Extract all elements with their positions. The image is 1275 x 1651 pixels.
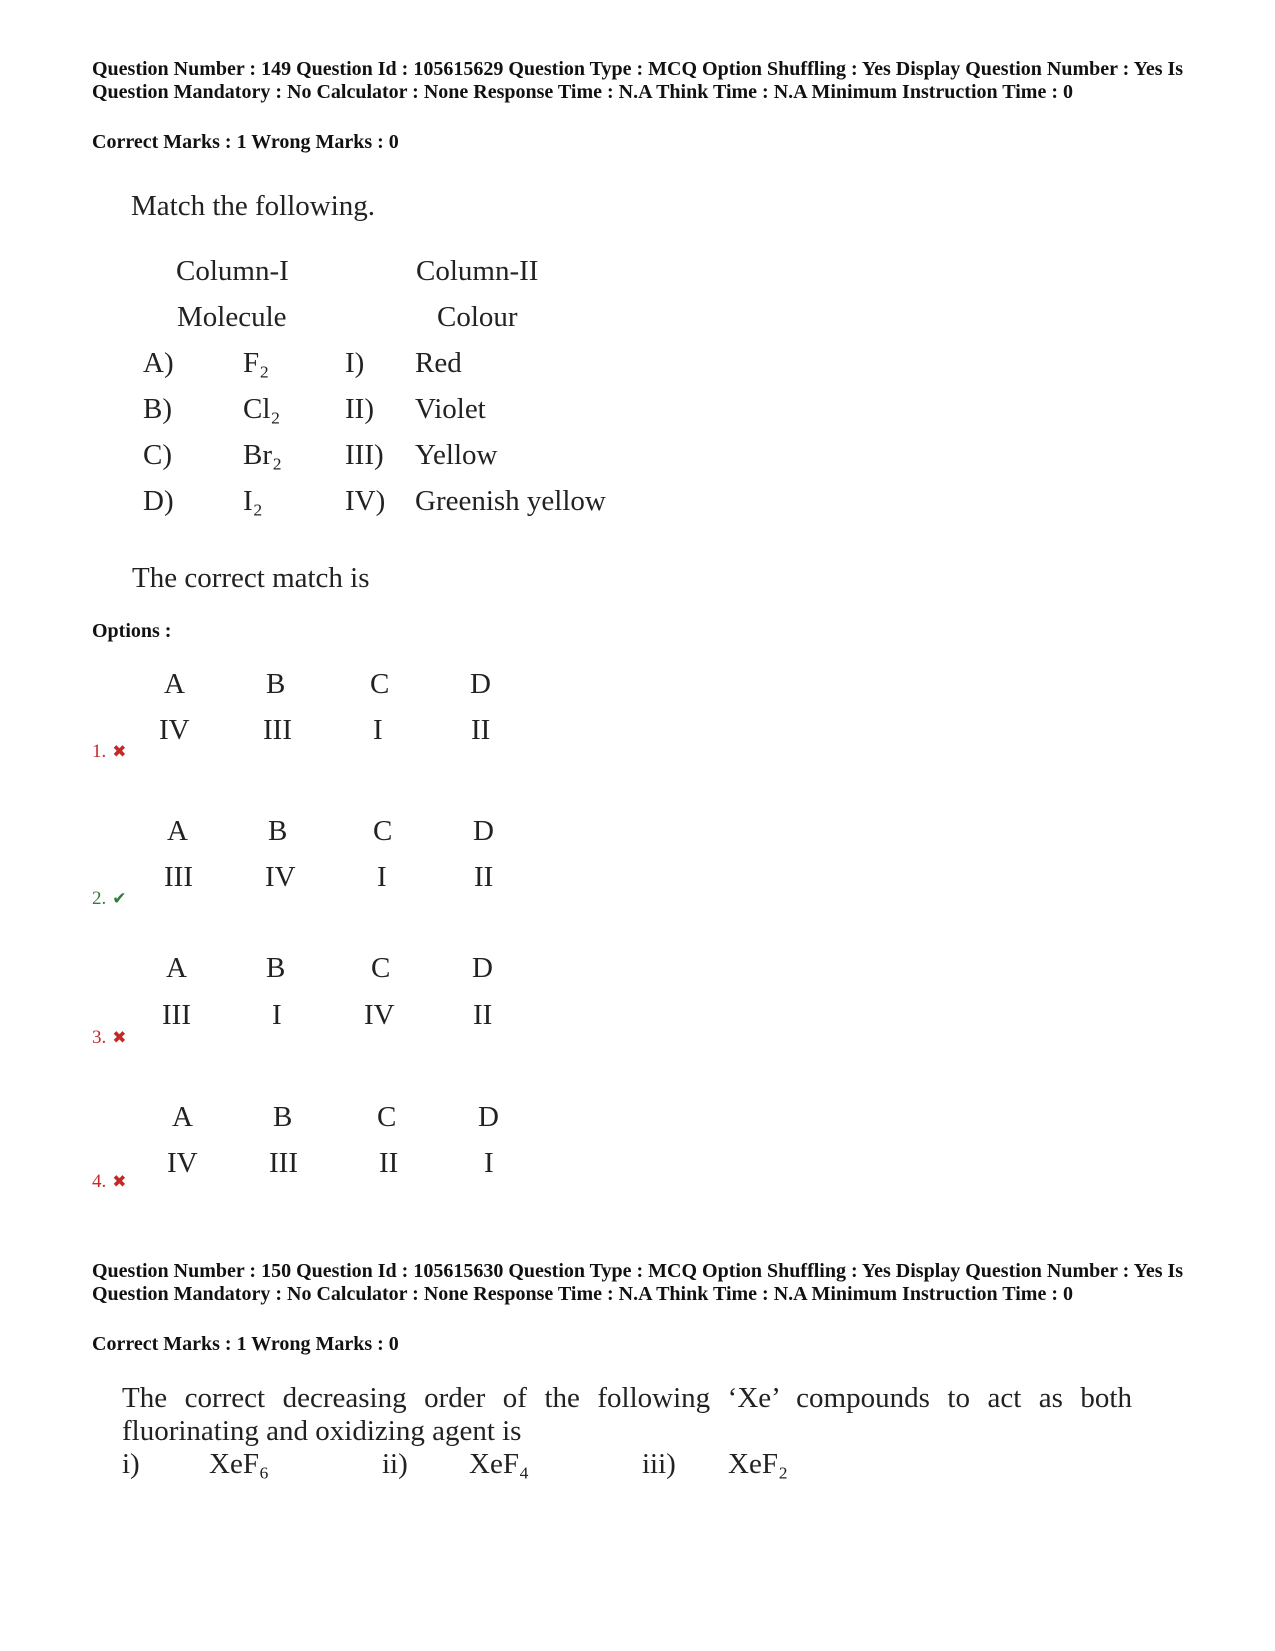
option-value-d: II [474,861,494,893]
option-head-a: A [172,1101,193,1133]
row-numeral: II) [345,393,374,425]
question-149-marks: Correct Marks : 1 Wrong Marks : 0 [92,131,399,153]
option-number: 4. ✖ [92,1171,127,1192]
row-molecule: F₂ [243,347,270,379]
option-value-b: IV [265,861,296,893]
option-value-a: IV [167,1147,198,1179]
row-letter: A) [143,347,174,379]
option-value-c: I [373,714,383,746]
option-value-d: II [473,999,493,1031]
option-number: 1. ✖ [92,741,127,762]
row-letter: C) [143,439,172,471]
option-head-c: C [377,1101,397,1133]
option-head-a: A [167,815,188,847]
option-value-a: III [162,999,191,1031]
option-head-d: D [472,952,493,984]
option-value-b: I [272,999,282,1031]
row-colour: Yellow [415,439,498,471]
column-1-title: Column-I [176,255,289,287]
question-150-header: Question Number : 150 Question Id : 105615630 Question Type : MCQ Option Shuffling : Yes Display Question Number : Yes Is Question Mandatory : No Calculator : None Response Time : N.A Think Time : N.A Minimum Instruction Time : 0 [92,1260,1184,1305]
column-1-subtitle: Molecule [177,301,287,333]
option-head-a: A [166,952,187,984]
compound-formula: XeF₆ [209,1448,270,1480]
row-numeral: IV) [345,485,386,517]
option-head-d: D [470,668,491,700]
wrong-icon: ✖ [112,1028,127,1047]
compound-formula: XeF₄ [469,1448,530,1480]
option-head-c: C [373,815,393,847]
row-numeral: I) [345,347,365,379]
question-prompt: Match the following. [131,190,376,222]
column-2-subtitle: Colour [437,301,518,333]
option-head-d: D [473,815,494,847]
option-value-d: I [484,1147,494,1179]
option-number: 2. ✔ [92,888,127,909]
row-colour: Red [415,347,462,379]
option-head-b: B [273,1101,293,1133]
options-label: Options : [92,620,172,642]
option-head-b: B [268,815,288,847]
option-head-b: B [266,668,286,700]
row-colour: Violet [415,393,486,425]
option-head-b: B [266,952,286,984]
compound-number: i) [122,1448,140,1480]
option-value-a: IV [159,714,190,746]
row-molecule: Cl₂ [243,393,281,425]
row-molecule: I₂ [243,485,263,517]
wrong-icon: ✖ [112,742,127,761]
option-head-c: C [370,668,390,700]
compound-number: iii) [642,1448,676,1480]
option-head-a: A [164,668,185,700]
check-icon: ✔ [112,889,127,908]
option-value-a: III [164,861,193,893]
compound-formula: XeF₂ [728,1448,789,1480]
option-value-c: IV [364,999,395,1031]
question-149-header: Question Number : 149 Question Id : 105615629 Question Type : MCQ Option Shuffling : Yes Display Question Number : Yes Is Question Mandatory : No Calculator : None Response Time : N.A Think Time : N.A Minimum Instruction Time : 0 [92,58,1184,103]
option-head-c: C [371,952,391,984]
option-head-d: D [478,1101,499,1133]
row-letter: D) [143,485,174,517]
option-value-d: II [471,714,491,746]
wrong-icon: ✖ [112,1172,127,1191]
option-number: 3. ✖ [92,1027,127,1048]
option-value-b: III [269,1147,298,1179]
row-letter: B) [143,393,172,425]
option-value-b: III [263,714,292,746]
question-150-text-line-2: fluorinating and oxidizing agent is [122,1415,522,1447]
row-numeral: III) [345,439,384,471]
row-colour: Greenish yellow [415,485,606,517]
option-value-c: I [377,861,387,893]
question-150-marks: Correct Marks : 1 Wrong Marks : 0 [92,1333,399,1355]
compound-number: ii) [382,1448,408,1480]
row-molecule: Br₂ [243,439,283,471]
question-closing: The correct match is [132,562,370,594]
column-2-title: Column-II [416,255,539,287]
question-150-text-line-1: The correct decreasing order of the following ‘Xe’ compounds to act as both [122,1382,1132,1414]
option-value-c: II [379,1147,399,1179]
